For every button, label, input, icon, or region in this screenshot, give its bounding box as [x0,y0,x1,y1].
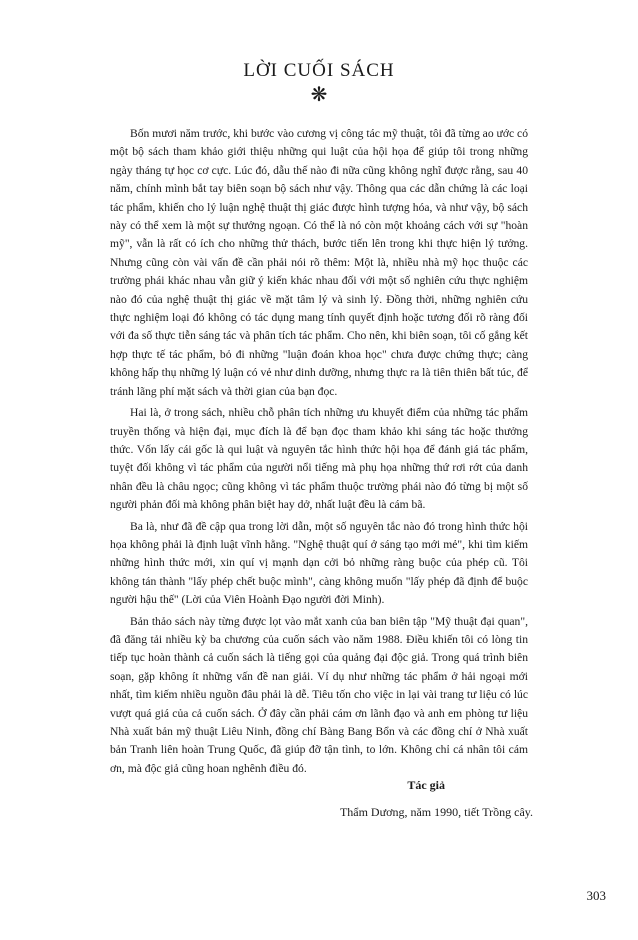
signature-author: Tác giả [407,778,445,792]
signature-date-place: Thẩm Dương, năm 1990, tiết Trồng cây. [339,805,533,819]
chapter-title: LỜI CUỐI SÁCH [243,60,395,81]
page-number: 303 [586,888,606,903]
ornament-star-icon: ❋ [310,82,328,106]
paragraph-1: Bốn mươi năm trước, khi bước vào cương vị công tác mỹ thuật, tôi đã từng ao ước có một bộ sách tham khảo giới thiệu những qui luật của hội họa để giúp tôi trong những ngày tháng tự học cơ cực. Lúc đó, dẫu thế nào đi nữa cũng không nghĩ được rằng, sau 40 năm, chính mình bắt tay biên soạn bộ sách như vậy. Thông qua các dẫn chứng là các loại tác phẩm, khiến cho lý luận nghệ thuật thị giác được hình tượng hóa, và như vậy, bộ sách này có thể xem là một sự thưởng ngoạn. Có thể là nó còn một khoảng cách với sự "hoàn mỹ", vẫn là rất có ích cho những thử thách, bước tiến lên trong khi thực hiện lý tưởng. Nhưng cũng còn vài vấn đề cần phải nói rõ thêm: Một là, nhiều nhà mỹ học thuộc các trường phái khác nhau vẫn giữ ý kiến khác nhau đối với một số nghiên cứu thực nghiệm nào đó của nghệ thuật thị giác về mặt tâm lý và sinh lý. Đồng thời, những nghiên cứu thực nghiệm loại đó không có tác dụng mang tính quyết định hoặc tương đối rõ ràng đối với đa số thực tiễn sáng tác và phân tích tác phẩm. Cho nên, khi biên soạn, tôi cố gắng kết hợp thực tế tác phẩm, bỏ đi những "luận đoán khoa học" chưa được chứng thực; càng không hấp thụ những lý luận có vẻ như dinh dưỡng, nhưng thực ra là tiên thiên bất túc, để tránh lãng phí mặt sách và thời gian của bạn đọc. [110,127,528,398]
paragraph-4: Bản thảo sách này từng được lọt vào mắt xanh của ban biên tập "Mỹ thuật đại quan", đã đăng tải nhiều kỳ ba chương của cuốn sách vào năm 1988. Điều khiến tôi có lòng tin tiếp tục hoàn thành cả cuốn sách là tiếng gọi của quảng đại độc giả. Trong quá trình biên soạn, gặp không ít những vấn đề nan giải. Ví dụ như những tác phẩm ở hải ngoại mới nhất, tìm kiếm nhiều nguồn đâu phải là dễ. Tiêu tốn cho việc in lại vài trang tư liệu có lúc vượt quá giá của cả cuốn sách. Ở đây cần phải cám ơn lãnh đạo và anh em phòng tư liệu Nhà xuất bản mỹ thuật Liêu Ninh, đồng chí Bàng Bang Bổn và các đồng chí ở Nhà xuất bản Tranh liên hoàn Trung Quốc, đã giúp đỡ tận tình, to lớn. Không chỉ cá nhân tôi cám ơn, mà độc giả cũng hoan nghênh điều đó. [110,614,528,775]
paragraph-3: Ba là, như đã đề cập qua trong lời dẫn, một số nguyên tắc nào đó trong hình thức hội họa không phải là định luật vĩnh hằng. "Nghệ thuật quí ở sáng tạo mới mẻ", khi tìm kiếm những hình thức mới, xin quí vị mạnh dạn cởi bỏ những ràng buộc của phép cũ. Tôi không tán thành "lấy phép chết buộc mình", càng không muốn "lấy phép đã định để buộc người hậu thế" (Lời của Viên Hoành Đạo người đời Minh). [110,519,528,607]
paragraph-2: Hai là, ở trong sách, nhiều chỗ phân tích những ưu khuyết điểm của những tác phẩm truyền thống và hiện đại, mục đích là để bạn đọc tham khảo khi sáng tác hoặc thưởng thức. Vốn lấy cái gốc là qui luật và nguyên tắc hình thức hội họa để đánh giá tác phẩm, tuyệt đối không vì tác phẩm của người nổi tiếng mà phụ họa những thứ rơi rớt của danh nhân đều là châu ngọc; cũng không vì tác phẩm thuộc trường phái nào đó từng bị một số người phản đối mà không phân biệt hay dở, nhất luật đều là cám bã. [110,406,528,512]
signature-block [0,778,533,820]
body-text [110,125,528,781]
